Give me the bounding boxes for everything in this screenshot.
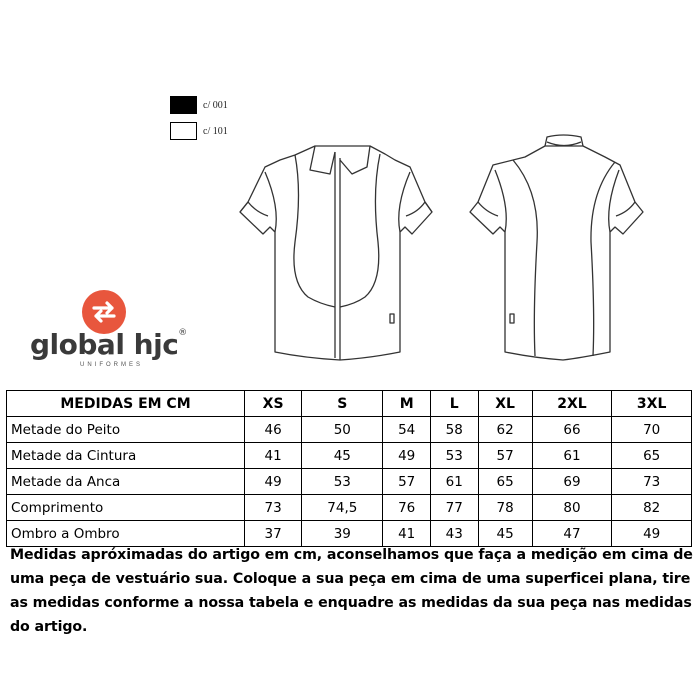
brand-name-text: global hjc: [30, 328, 179, 361]
color-option-black[interactable]: [170, 92, 228, 118]
cell-value: 53: [302, 469, 383, 495]
size-s: S: [302, 391, 383, 417]
table-row: [7, 495, 692, 521]
cell-value: 45: [478, 521, 532, 547]
cell-value: 58: [430, 417, 478, 443]
cell-value: 61: [430, 469, 478, 495]
cell-value: 70: [612, 417, 692, 443]
cell-value: 77: [430, 495, 478, 521]
row-label: Metade do Peito: [7, 417, 245, 443]
cell-value: 62: [478, 417, 532, 443]
brand-logo: [30, 290, 200, 380]
size-m: M: [383, 391, 431, 417]
cell-value: 57: [478, 443, 532, 469]
cell-value: 80: [532, 495, 612, 521]
size-header-row: [7, 391, 692, 417]
cell-value: 74,5: [302, 495, 383, 521]
cell-value: 82: [612, 495, 692, 521]
row-label: Ombro a Ombro: [7, 521, 245, 547]
cell-value: 73: [612, 469, 692, 495]
cell-value: 61: [532, 443, 612, 469]
size-chart-table: [6, 390, 692, 547]
cell-value: 47: [532, 521, 612, 547]
registered-mark: ®: [178, 328, 187, 338]
garment-back-icon: [470, 135, 643, 360]
cell-value: 54: [383, 417, 431, 443]
cell-value: 57: [383, 469, 431, 495]
cell-value: 73: [245, 495, 302, 521]
color-code: c/ 001: [203, 99, 228, 111]
color-swatch-white: [170, 122, 197, 140]
color-code: c/ 101: [203, 125, 228, 137]
cell-value: 69: [532, 469, 612, 495]
cell-value: 49: [612, 521, 692, 547]
table-row: [7, 469, 692, 495]
cell-value: 41: [383, 521, 431, 547]
cell-value: 41: [245, 443, 302, 469]
row-label: Metade da Cintura: [7, 443, 245, 469]
table-row: [7, 417, 692, 443]
garment-front-icon: [240, 146, 432, 360]
cell-value: 65: [612, 443, 692, 469]
cell-value: 49: [383, 443, 431, 469]
row-label: Metade da Anca: [7, 469, 245, 495]
size-3xl: 3XL: [612, 391, 692, 417]
brand-tagline: UNIFORMES: [80, 362, 143, 368]
size-2xl: 2XL: [532, 391, 612, 417]
measurement-note: Medidas apróximadas do artigo em cm, aconselhamos que faça a medição em cima de uma peça de vestuário sua. Coloque a sua peça em cima de uma superficei plana, tire as medidas conforme a nossa tabela e enquadre as medidas da sua peça nas medidas do artigo.: [10, 547, 693, 635]
size-xl: XL: [478, 391, 532, 417]
cell-value: 53: [430, 443, 478, 469]
cell-value: 46: [245, 417, 302, 443]
cell-value: 66: [532, 417, 612, 443]
brand-name: [30, 328, 200, 361]
color-swatch-black: [170, 96, 197, 114]
cell-value: 39: [302, 521, 383, 547]
cell-value: 43: [430, 521, 478, 547]
cell-value: 76: [383, 495, 431, 521]
table-row: [7, 443, 692, 469]
cell-value: 45: [302, 443, 383, 469]
table-header-title: MEDIDAS EM CM: [7, 391, 245, 417]
cell-value: 50: [302, 417, 383, 443]
cell-value: 49: [245, 469, 302, 495]
size-xs: XS: [245, 391, 302, 417]
cell-value: 65: [478, 469, 532, 495]
cell-value: 78: [478, 495, 532, 521]
size-l: L: [430, 391, 478, 417]
cell-value: 37: [245, 521, 302, 547]
garment-drawings: [220, 132, 670, 372]
row-label: Comprimento: [7, 495, 245, 521]
